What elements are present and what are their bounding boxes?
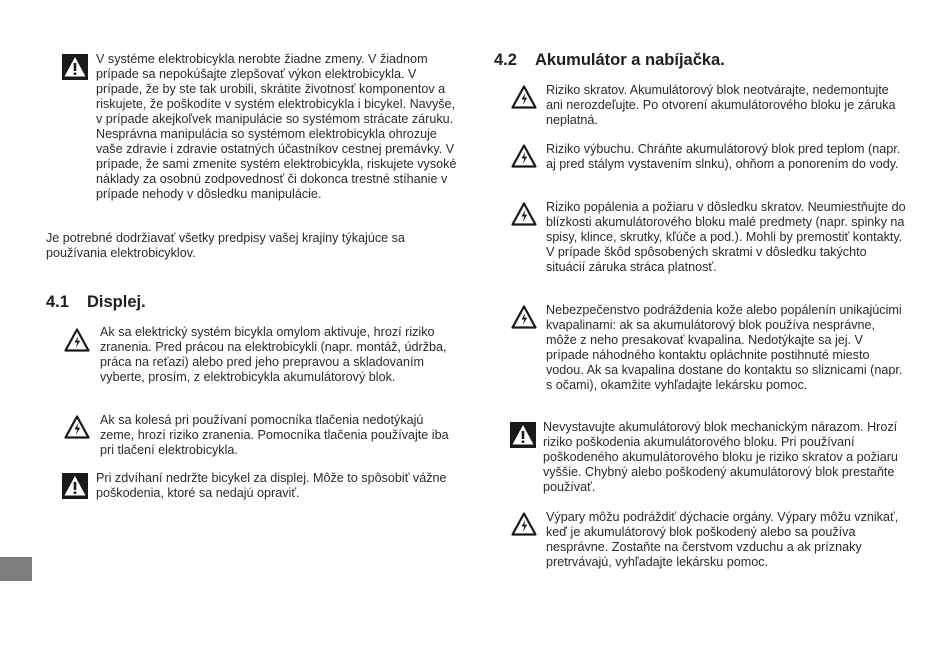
warning-text: Nebezpečenstvo podráždenia kože alebo popálenín unikajúcimi kvapalinami: ak sa akumulátorový blok používa nesprávne, môže z neho presakovať kvapalina. Nedotýkajte sa jej. V prípade náhodného kontaktu opláchnite postihnuté miesto vodou. Ak sa kvapalina dostane do kontaktu so sliznicami (napr. s očami), okamžite vyhľadajte lekársku pomoc. (546, 303, 903, 392)
section-heading-display (46, 293, 146, 312)
warning-text: Ak sa kolesá pri používaní pomocníka tlačenia nedotýkajú zeme, hrozí riziko zranenia. Pomocníka tlačenia používajte iba pri tlačení elektrobicykla. (100, 413, 449, 457)
section-title: Akumulátor a nabíjačka. (535, 51, 725, 69)
section-title: Displej. (87, 293, 146, 311)
warning-block-intro (62, 52, 458, 202)
intro-warning-text: V systéme elektrobicykla nerobte žiadne zmeny. V žiadnom prípade sa nepokúšajte zlepšovať výkon elektrobicykla. V prípade, že by ste tak urobili, skrátite životnosť komponentov a riskujete, že poškodíte v systém elektrobicykla i bicykel. Navyše, v prípade akejkoľvek manipulácie so systémom strácate záruku. Nesprávna manipulácia so systémom elektrobicykla ohrozuje vaše zdravie i zdravie ostatných účastníkov cestnej premávky. V prípade, že sami zmenite systém elektrobicykla, riskujete vysoké náklady za osobnú zodpovednosť či dokonca trestné stíhanie v prípade nehody v dôsledku manipulácie. (96, 52, 457, 201)
warning-block-battery-6 (511, 510, 906, 570)
warning-text: Riziko výbuchu. Chráňte akumulátorový blok pred teplom (napr. aj pred stálym vystavením slnku), ohňom a ponorením do vody. (546, 142, 901, 171)
regulations-paragraph: Je potrebné dodržiavať všetky predpisy vašej krajiny týkajúce sa používania elektrobicyklov. (46, 231, 405, 260)
electric-hazard-icon (64, 414, 90, 440)
section-heading-battery (494, 51, 725, 70)
section-number: 4.1 (46, 293, 69, 311)
section-number: 4.2 (494, 51, 517, 69)
electric-hazard-icon (64, 327, 90, 353)
electric-hazard-icon (511, 511, 537, 537)
warning-text: Riziko skratov. Akumulátorový blok neotvárajte, nedemontujte ani nerozdeľujte. Po otvorení akumulátorového bloku je záruka neplatná. (546, 83, 896, 127)
electric-hazard-icon (511, 143, 537, 169)
electric-hazard-icon (511, 84, 537, 110)
warning-block-display-1 (64, 325, 456, 385)
page-side-tab (0, 557, 32, 581)
warning-text: Nevystavujte akumulátorový blok mechanickým nárazom. Hrozí riziko poškodenia akumulátorového bloku. Pri používaní poškodeného akumulátorového bloku je riziko skratov a požiaru vyššie. Chybný alebo poškodený akumulátorový blok prestaňte používať. (543, 420, 898, 494)
warning-block-battery-2 (511, 142, 906, 172)
warning-text: Riziko popálenia a požiaru v dôsledku skratov. Neumiestňujte do blízkosti akumulátorového bloku malé predmety (napr. spinky na spisy, klince, skrutky, kľúče a pod.). Mohli by premostiť kontakty. V prípade škôd spôsobených skratmi v dôsledku takýchto situácií záruka stráca platnosť. (546, 200, 906, 274)
warning-block-battery-4 (511, 303, 906, 393)
warning-text: Pri zdvíhaní nedržte bicykel za displej. Môže to spôsobiť vážne poškodenia, ktoré sa nedajú opraviť. (96, 471, 447, 500)
electric-hazard-icon (511, 304, 537, 330)
electric-hazard-icon (511, 201, 537, 227)
warning-block-display-3 (62, 471, 458, 501)
warning-block-display-2 (64, 413, 456, 458)
warning-block-battery-3 (511, 200, 906, 275)
warning-exclamation-icon (62, 473, 88, 499)
warning-block-battery-5 (510, 420, 906, 495)
warning-exclamation-icon (510, 422, 536, 448)
warning-exclamation-icon (62, 54, 88, 80)
warning-block-battery-1 (511, 83, 906, 128)
warning-text: Výpary môžu podráždiť dýchacie orgány. Výpary môžu vznikať, keď je akumulátorový blok poškodený alebo sa používa nesprávne. Zostaňte na čerstvom vzduchu a ak príznaky pretrvávajú, vyhľadajte lekársku pomoc. (546, 510, 899, 569)
warning-text: Ak sa elektrický systém bicykla omylom aktivuje, hrozí riziko zranenia. Pred prácou na elektrobicykli (napr. montáž, údržba, práca na reťazi) alebo pred jeho prepravou a skladovaním vyberte, prosím, z elektrobicykla akumulátorový blok. (100, 325, 447, 384)
